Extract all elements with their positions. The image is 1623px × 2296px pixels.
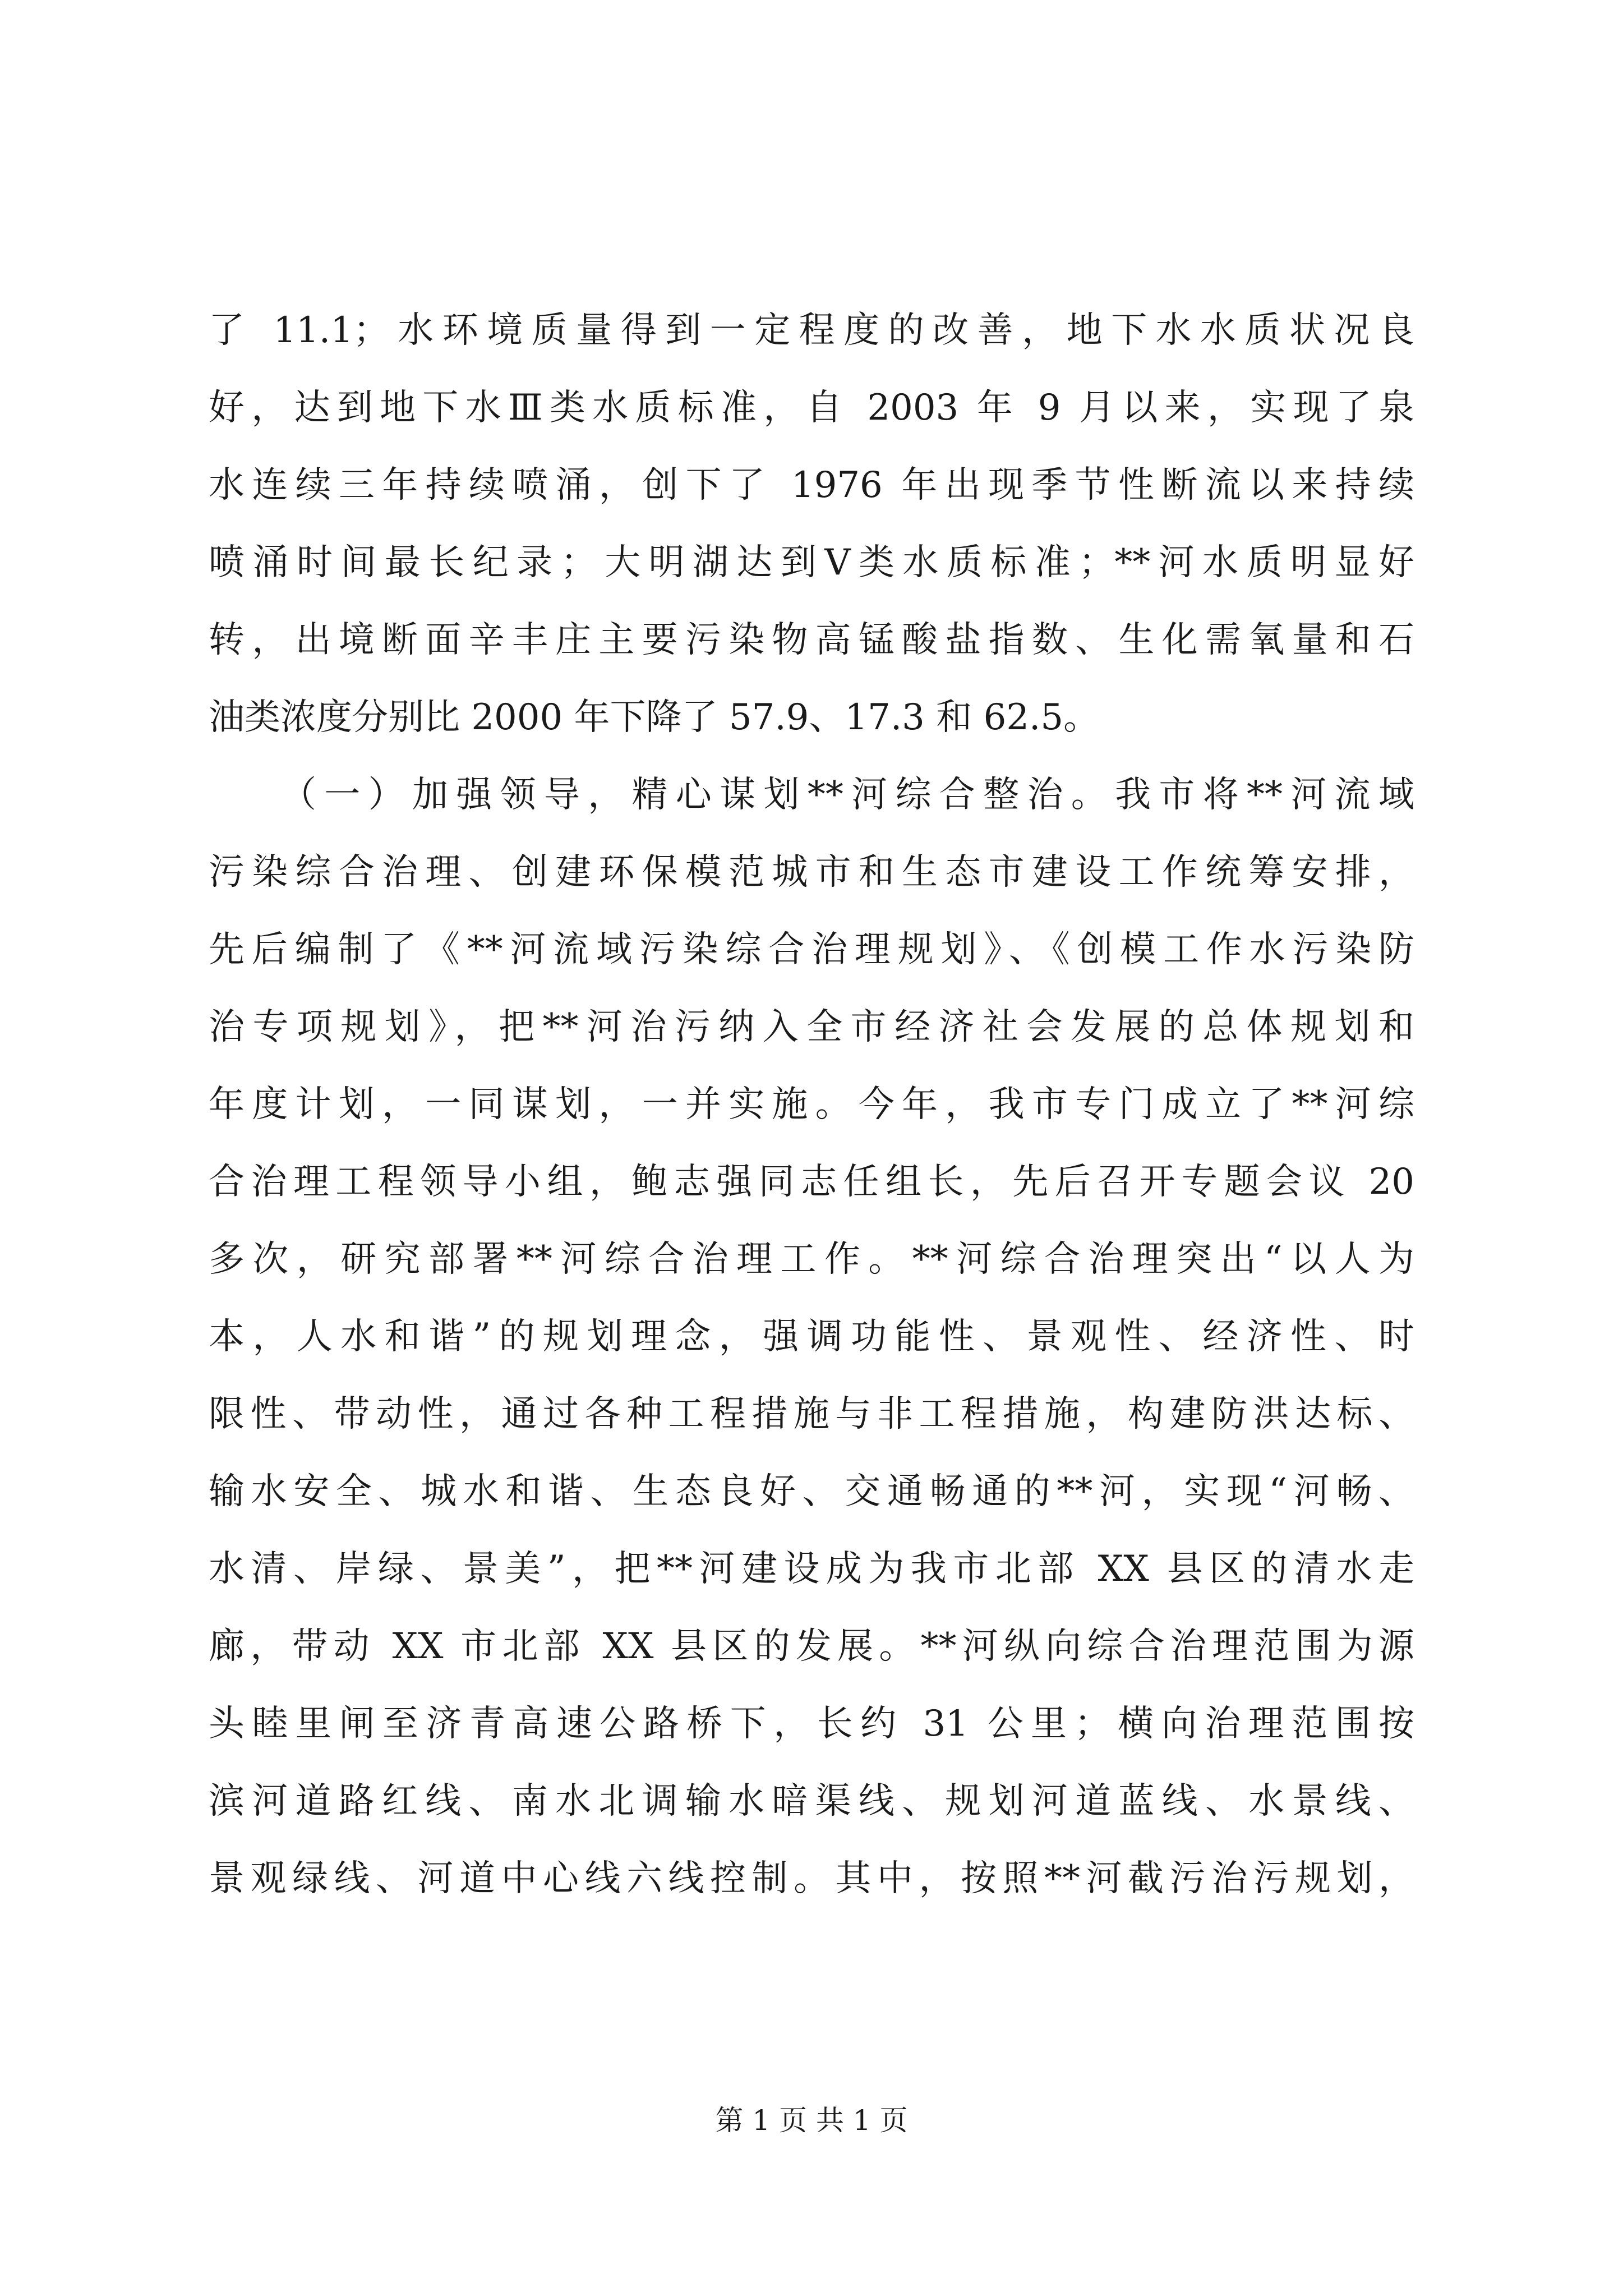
text-line: 廊，带动 XX 市北部 XX 县区的发展。**河纵向综合治理范围为源	[209, 1626, 1414, 1667]
page-footer	[0, 2101, 1623, 2140]
page-number: 第 1 页 共 1 页	[715, 2104, 908, 2137]
text-line: 景观绿线、河道中心线六线控制。其中，按照**河截污治污规划，	[209, 1858, 1414, 1899]
text-line: 滨河道路红线、南水北调输水暗渠线、规划河道蓝线、水景线、	[209, 1780, 1414, 1822]
text-line: （一）加强领导，精心谋划**河综合整治。我市将**河流域	[280, 774, 1414, 816]
text-line: 喷涌时间最长纪录；大明湖达到Ⅴ类水质标准；**河水质明显好	[209, 542, 1414, 583]
text-line: 水连续三年持续喷涌，创下了 1976 年出现季节性断流以来持续	[209, 464, 1414, 506]
text-line: 了 11.1；水环境质量得到一定程度的改善，地下水水质状况良	[209, 310, 1414, 351]
text-line: 限性、带动性，通过各种工程措施与非工程措施，构建防洪达标、	[209, 1393, 1414, 1435]
text-line: 转，出境断面辛丰庄主要污染物高锰酸盐指数、生化需氧量和石	[209, 619, 1414, 661]
text-line: 治专项规划》，把**河治污纳入全市经济社会发展的总体规划和	[209, 1006, 1414, 1048]
text-line: 多次，研究部署**河综合治理工作。**河综合治理突出“以人为	[209, 1239, 1414, 1280]
text-line: 好，达到地下水Ⅲ类水质标准，自 2003 年 9 月以来，实现了泉	[209, 387, 1414, 429]
text-line: 油类浓度分别比 2000 年下降了 57.9、17.3 和 62.5。	[209, 697, 1100, 738]
paragraph-1	[209, 292, 1414, 756]
text-line: 本，人水和谐”的规划理念，强调功能性、景观性、经济性、时	[209, 1316, 1414, 1358]
text-line: 输水安全、城水和谐、生态良好、交通畅通的**河，实现“河畅、	[209, 1471, 1414, 1512]
text-line: 年度计划，一同谋划，一并实施。今年，我市专门成立了**河综	[209, 1084, 1414, 1125]
text-line: 污染综合治理、创建环保模范城市和生态市建设工作统筹安排，	[209, 852, 1414, 893]
document-body	[209, 292, 1414, 1917]
text-line: 头睦里闸至济青高速公路桥下，长约 31 公里；横向治理范围按	[209, 1703, 1414, 1745]
text-line: 合治理工程领导小组，鲍志强同志任组长，先后召开专题会议 20	[209, 1161, 1414, 1203]
text-line: 先后编制了《**河流域污染综合治理规划》、《创模工作水污染防	[209, 929, 1414, 970]
text-line: 水清、岸绿、景美”，把**河建设成为我市北部 XX 县区的清水走	[209, 1548, 1414, 1590]
paragraph-2	[209, 756, 1414, 1917]
